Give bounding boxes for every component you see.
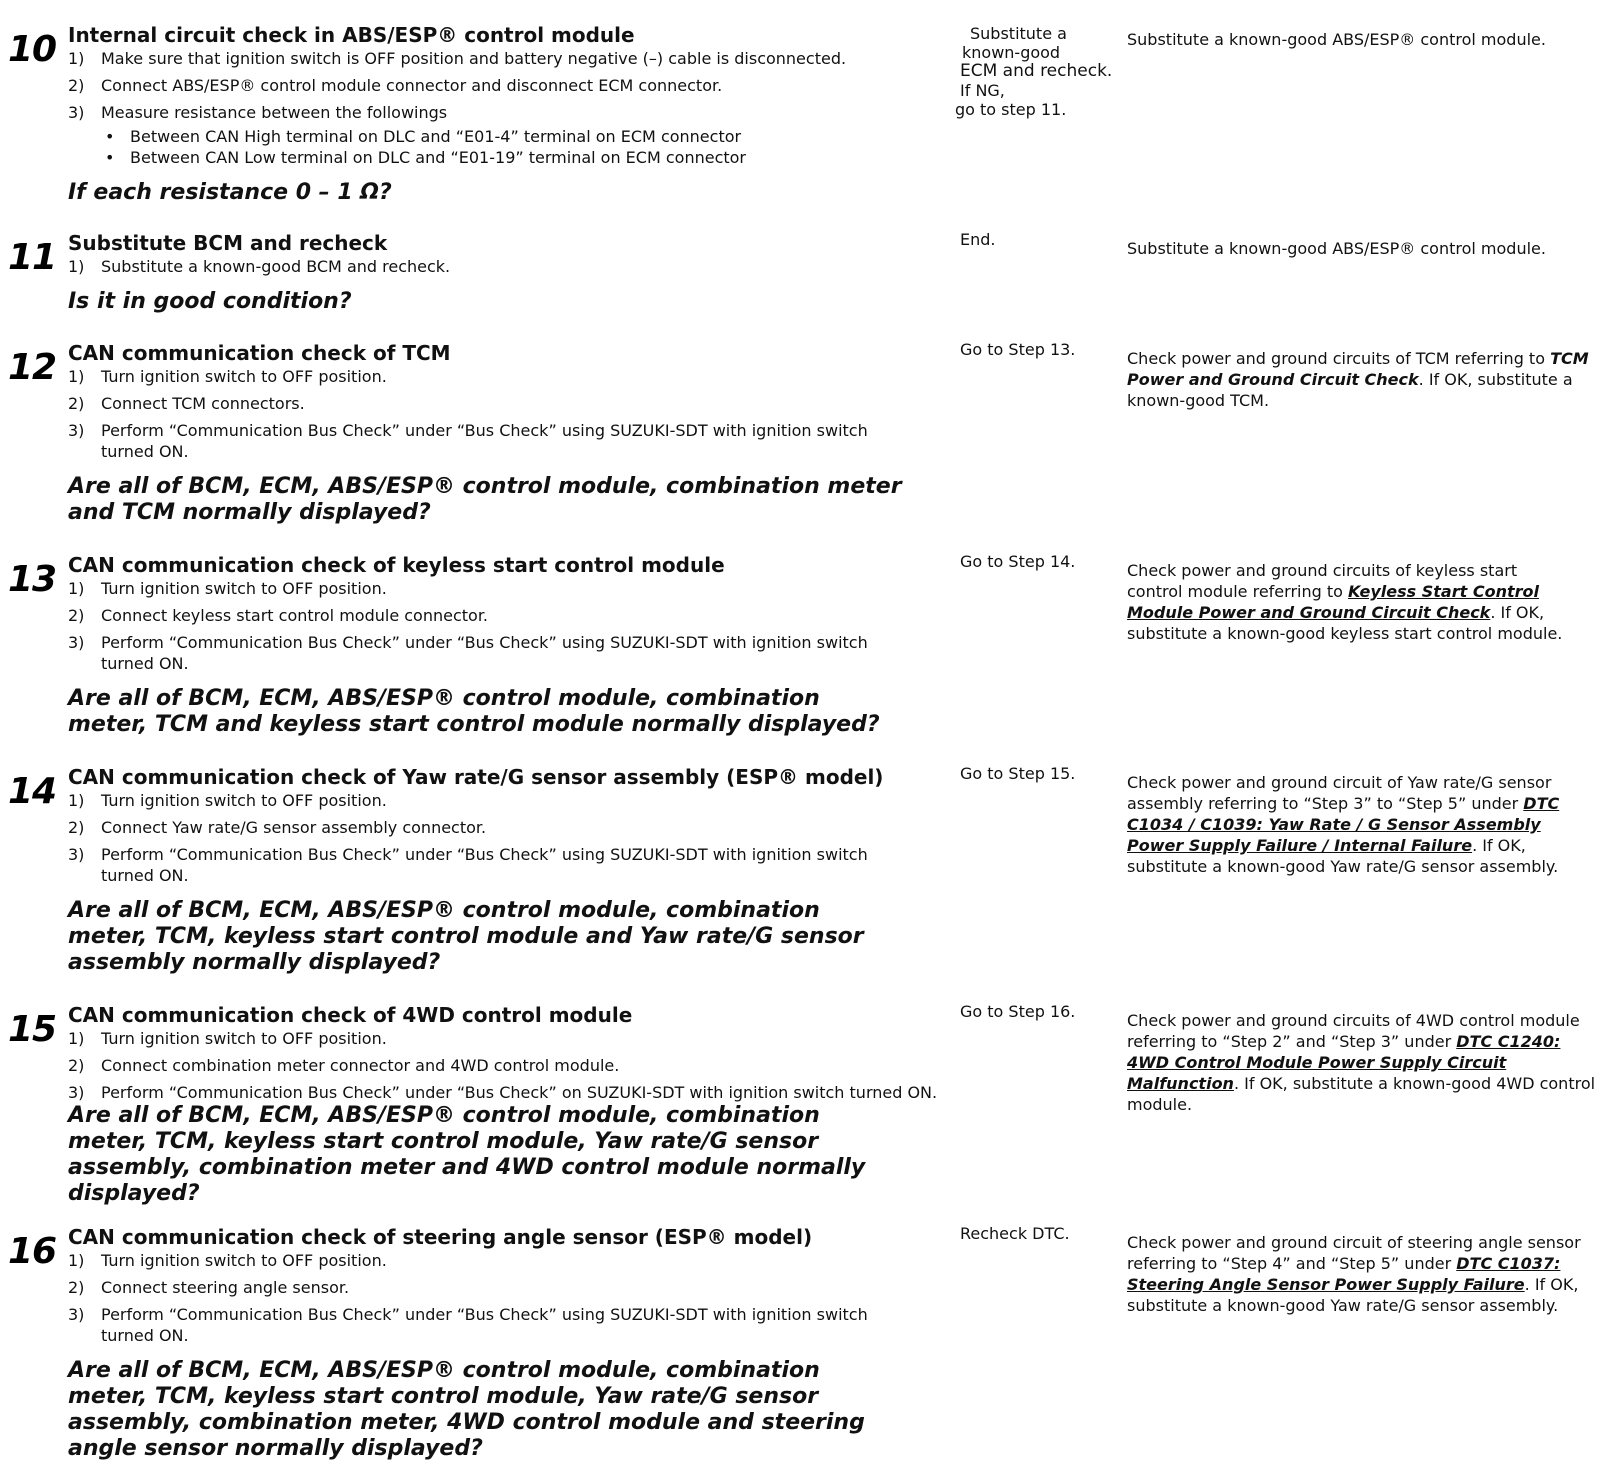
no-action: Substitute a known-good ABS/ESP® control module. bbox=[1127, 30, 1546, 49]
step-number: 14 bbox=[8, 771, 57, 812]
step-title: Substitute BCM and recheck bbox=[68, 231, 388, 255]
procedure-list bbox=[68, 790, 943, 886]
procedure-item: 2) Connect steering angle sensor. bbox=[68, 1278, 350, 1297]
yes-action: Recheck DTC. bbox=[960, 1224, 1070, 1243]
step-title: CAN communication check of steering angle sensor (ESP® model) bbox=[68, 1225, 813, 1249]
step-number: 11 bbox=[8, 237, 57, 278]
procedure-item: 1) Turn ignition switch to OFF position. bbox=[68, 1251, 387, 1270]
step-content bbox=[68, 1002, 943, 1207]
yes-action: Go to Step 13. bbox=[960, 340, 1076, 359]
procedure-item: 1) Turn ignition switch to OFF position. bbox=[68, 367, 387, 386]
procedure-item: 3) Perform “Communication Bus Check” under “Bus Check” using SUZUKI-SDT with ignition switch turned ON. bbox=[68, 845, 868, 885]
step-number: 12 bbox=[8, 347, 57, 388]
step-number: 10 bbox=[8, 29, 57, 70]
yes-action: Substitute a known-good ECM and recheck. If NG, go to step 11. bbox=[955, 24, 1113, 119]
no-action: Check power and ground circuit of steering angle sensor referring to “Step 4” and “Step 5” under DTC C1037: Steering Angle Sensor Power Supply Failure. If OK, substitute a known-good Yaw rate/G sensor assembly. bbox=[1127, 1233, 1581, 1315]
yes-action: Go to Step 14. bbox=[960, 552, 1076, 571]
reference-link[interactable]: DTC C1240: 4WD Control Module Power Supply Circuit Malfunction bbox=[1127, 1032, 1561, 1093]
procedure-item: 1) Substitute a known-good BCM and recheck. bbox=[68, 257, 451, 276]
step-number: 15 bbox=[8, 1009, 57, 1050]
no-action: Substitute a known-good ABS/ESP® control module. bbox=[1127, 239, 1546, 258]
procedure-item: 2) Connect TCM connectors. bbox=[68, 394, 305, 413]
procedure-item: 3) Perform “Communication Bus Check” under “Bus Check” using SUZUKI-SDT with ignition switch turned ON. bbox=[68, 1305, 868, 1345]
no-action: Check power and ground circuits of 4WD control module referring to “Step 2” and “Step 3” under DTC C1240: 4WD Control Module Power Supply Circuit Malfunction. If OK, substitute a known-good 4WD control module. bbox=[1127, 1011, 1596, 1114]
step-question: Are all of BCM, ECM, ABS/ESP® control module, combination meter, TCM, keyless start control module, Yaw rate/G sensor assembly, combination meter, 4WD control module and steering angle sensor normally displayed? bbox=[68, 1358, 865, 1461]
step-title: CAN communication check of TCM bbox=[68, 341, 451, 365]
step-title: CAN communication check of 4WD control module bbox=[68, 1003, 633, 1027]
no-action: Check power and ground circuits of keyless start control module referring to Keyless Start Control Module Power and Ground Circuit Check. If OK, substitute a known-good keyless start control module. bbox=[1127, 561, 1563, 643]
step-content bbox=[68, 340, 943, 526]
measurement-item: • Between CAN Low terminal on DLC and “E01-19” terminal on ECM connector bbox=[68, 147, 943, 168]
procedure-item: 1) Turn ignition switch to OFF position. bbox=[68, 791, 387, 810]
step-question: Are all of BCM, ECM, ABS/ESP® control module, combination meter, TCM, keyless start control module and Yaw rate/G sensor assembly normally displayed? bbox=[68, 898, 864, 975]
step-number: 13 bbox=[8, 559, 57, 600]
procedure-list bbox=[68, 1028, 943, 1103]
procedure-list bbox=[68, 1250, 943, 1346]
reference-link[interactable]: DTC C1037: Steering Angle Sensor Power Supply Failure bbox=[1127, 1254, 1561, 1294]
procedure-item: 3) Perform “Communication Bus Check” under “Bus Check” using SUZUKI-SDT with ignition switch turned ON. bbox=[68, 421, 868, 461]
procedure-item: 2) Connect keyless start control module connector. bbox=[68, 606, 489, 625]
step-title: CAN communication check of keyless start control module bbox=[68, 553, 725, 577]
procedure-list bbox=[68, 578, 943, 674]
step-question: Are all of BCM, ECM, ABS/ESP® control module, combination meter and TCM normally displayed? bbox=[68, 474, 902, 525]
procedure-list bbox=[68, 256, 943, 277]
step-number: 16 bbox=[8, 1231, 57, 1272]
reference-link[interactable]: DTC C1034 / C1039: Yaw Rate / G Sensor Assembly Power Supply Failure / Internal Failure bbox=[1127, 794, 1560, 855]
step-question: Are all of BCM, ECM, ABS/ESP® control module, combination meter, TCM, keyless start control module, Yaw rate/G sensor assembly, combination meter and 4WD control module normally displayed? bbox=[68, 1103, 866, 1206]
procedure-item: 3) Perform “Communication Bus Check” under “Bus Check” using SUZUKI-SDT with ignition switch turned ON. bbox=[68, 633, 868, 673]
measurement-list bbox=[68, 126, 943, 168]
step-content bbox=[68, 552, 943, 738]
procedure-item: 1) Make sure that ignition switch is OFF position and battery negative (–) cable is disconnected. bbox=[68, 49, 847, 68]
step-question: Are all of BCM, ECM, ABS/ESP® control module, combination meter, TCM and keyless start control module normally displayed? bbox=[68, 686, 880, 737]
step-content bbox=[68, 230, 943, 315]
yes-action: End. bbox=[960, 230, 996, 249]
procedure-item: 3) Measure resistance between the followings bbox=[68, 103, 448, 122]
step-content bbox=[68, 22, 943, 206]
reference-text: TCM Power and Ground Circuit Check bbox=[1127, 349, 1589, 389]
procedure-item: 2) Connect ABS/ESP® control module connector and disconnect ECM connector. bbox=[68, 76, 723, 95]
step-title: Internal circuit check in ABS/ESP® control module bbox=[68, 23, 635, 47]
step-question: If each resistance 0 – 1 Ω? bbox=[68, 180, 392, 205]
procedure-item: 2) Connect combination meter connector and 4WD control module. bbox=[68, 1056, 620, 1075]
reference-link[interactable]: Keyless Start Control Module Power and Ground Circuit Check bbox=[1127, 582, 1539, 622]
procedure-item: 1) Turn ignition switch to OFF position. bbox=[68, 1029, 387, 1048]
procedure-list bbox=[68, 48, 943, 123]
no-action: Check power and ground circuits of TCM referring to TCM Power and Ground Circuit Check. If OK, substitute a known-good TCM. bbox=[1127, 349, 1589, 410]
step-question: Is it in good condition? bbox=[68, 289, 352, 314]
procedure-list bbox=[68, 366, 943, 462]
procedure-item: 1) Turn ignition switch to OFF position. bbox=[68, 579, 387, 598]
no-action: Check power and ground circuit of Yaw rate/G sensor assembly referring to “Step 3” to “Step 5” under DTC C1034 / C1039: Yaw Rate / G Sensor Assembly Power Supply Failure / Internal Failure. If OK, substitute a known-good Yaw rate/G sensor assembly. bbox=[1127, 773, 1560, 876]
procedure-item: 3) Perform “Communication Bus Check” under “Bus Check” on SUZUKI-SDT with ignition switch turned ON. bbox=[68, 1083, 938, 1102]
yes-action: Go to Step 15. bbox=[960, 764, 1076, 783]
step-content bbox=[68, 1224, 943, 1462]
step-title: CAN communication check of Yaw rate/G sensor assembly (ESP® model) bbox=[68, 765, 884, 789]
measurement-item: • Between CAN High terminal on DLC and “E01-4” terminal on ECM connector bbox=[68, 126, 943, 147]
step-content bbox=[68, 764, 943, 976]
procedure-item: 2) Connect Yaw rate/G sensor assembly connector. bbox=[68, 818, 487, 837]
yes-action: Go to Step 16. bbox=[960, 1002, 1076, 1021]
